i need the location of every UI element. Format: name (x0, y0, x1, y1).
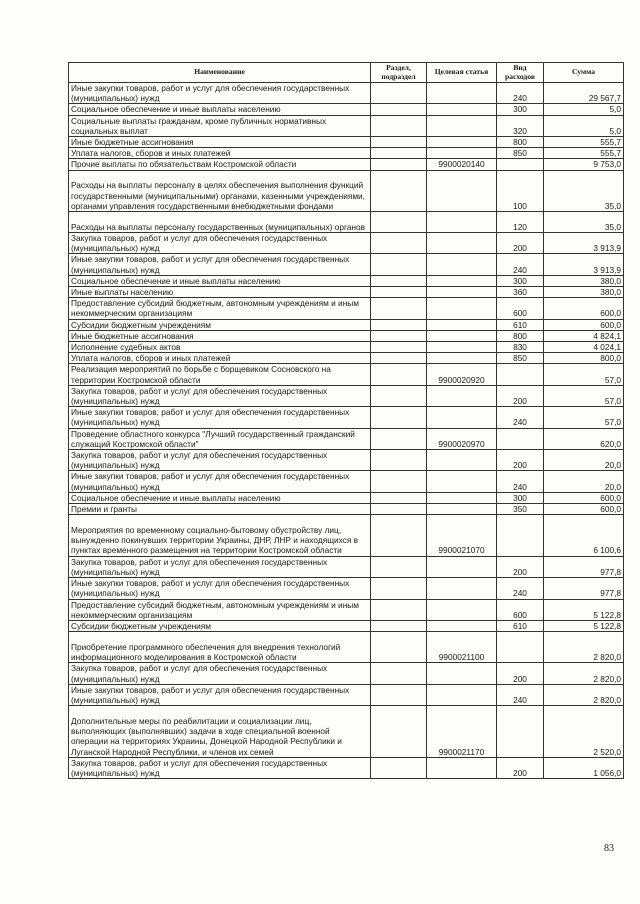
row-target-cell: 9900020140 (427, 159, 497, 170)
row-sum-cell: 5,0 (544, 104, 624, 115)
row-sum-cell: 555,7 (544, 148, 624, 159)
row-type-cell: 240 (497, 254, 544, 275)
table-row (69, 137, 624, 148)
row-target-cell (427, 115, 497, 136)
table-row (69, 663, 624, 684)
row-section-cell (371, 706, 427, 758)
row-sum-cell: 600,0 (544, 504, 624, 515)
row-section-cell (371, 83, 427, 104)
row-type-cell: 300 (497, 492, 544, 503)
row-sum-cell: 20,0 (544, 471, 624, 492)
row-target-cell (427, 620, 497, 631)
row-section-cell (371, 342, 427, 353)
row-target-cell (427, 385, 497, 406)
table-row (69, 342, 624, 353)
row-sum-cell: 2 820,0 (544, 632, 624, 663)
table-row (69, 159, 624, 170)
row-target-cell (427, 599, 497, 620)
row-type-cell: 100 (497, 170, 544, 211)
row-section-cell (371, 385, 427, 406)
table-row (69, 471, 624, 492)
row-section-cell (371, 556, 427, 577)
row-name-cell: Иные закупки товаров, работ и услуг для обеспечения государственных (муниципальных) нужд (69, 471, 371, 492)
table-row (69, 556, 624, 577)
row-name-cell: Закупка товаров, работ и услуг для обеспечения государственных (муниципальных) нужд (69, 556, 371, 577)
table-row (69, 275, 624, 286)
row-target-cell (427, 212, 497, 233)
row-section-cell (371, 632, 427, 663)
row-name-cell: Дополнительные меры по реабилитации и социализации лиц, выполняющих (выполнявших) задачи в ходе специальной военной операции на территориях Украины, Донецкой Народной Республики и Луганской Народной Республики, и членов их семей (69, 706, 371, 758)
row-section-cell (371, 504, 427, 515)
row-type-cell: 800 (497, 330, 544, 341)
row-name-cell: Социальные выплаты гражданам, кроме публичных нормативных социальных выплат (69, 115, 371, 136)
row-sum-cell: 1 056,0 (544, 757, 624, 778)
row-target-cell: 9900021170 (427, 706, 497, 758)
row-type-cell (497, 428, 544, 449)
row-type-cell: 240 (497, 578, 544, 599)
table-row (69, 385, 624, 406)
row-type-cell: 360 (497, 287, 544, 298)
row-name-cell: Закупка товаров, работ и услуг для обеспечения государственных (муниципальных) нужд (69, 663, 371, 684)
row-sum-cell: 3 913,9 (544, 233, 624, 254)
row-target-cell (427, 471, 497, 492)
table-row (69, 170, 624, 211)
row-section-cell (371, 450, 427, 471)
row-type-cell: 850 (497, 353, 544, 364)
budget-table (68, 62, 624, 779)
row-sum-cell: 380,0 (544, 287, 624, 298)
row-name-cell: Социальное обеспечение и иные выплаты населению (69, 104, 371, 115)
table-row (69, 632, 624, 663)
row-sum-cell: 2 520,0 (544, 706, 624, 758)
row-name-cell: Социальное обеспечение и иные выплаты населению (69, 492, 371, 503)
table-row (69, 684, 624, 705)
table-row (69, 83, 624, 104)
table-row (69, 599, 624, 620)
row-name-cell: Расходы на выплаты персоналу в целях обеспечения выполнения функций государственными (муниципальными) органами, казенными учреждениями, органами управления государственными внебюджетными фондами (69, 170, 371, 211)
table-row (69, 450, 624, 471)
row-section-cell (371, 663, 427, 684)
table-row (69, 578, 624, 599)
row-target-cell (427, 684, 497, 705)
row-name-cell: Мероприятия по временному социально-бытовому обустройству лиц, вынужденно покинувших территории Украины, ДНР, ЛНР и находящихся в пунктах временного размещения на территории Костромской области (69, 515, 371, 556)
row-target-cell (427, 275, 497, 286)
row-sum-cell: 5 122,8 (544, 620, 624, 631)
row-type-cell (497, 159, 544, 170)
row-sum-cell: 57,0 (544, 407, 624, 428)
row-type-cell: 200 (497, 757, 544, 778)
table-row (69, 212, 624, 233)
row-sum-cell: 35,0 (544, 170, 624, 211)
row-sum-cell: 57,0 (544, 364, 624, 385)
row-section-cell (371, 104, 427, 115)
row-name-cell: Социальное обеспечение и иные выплаты населению (69, 275, 371, 286)
row-target-cell (427, 342, 497, 353)
row-name-cell: Иные выплаты населению (69, 287, 371, 298)
row-type-cell: 350 (497, 504, 544, 515)
row-type-cell: 830 (497, 342, 544, 353)
row-sum-cell: 3 913,9 (544, 254, 624, 275)
table-row (69, 757, 624, 778)
row-sum-cell: 35,0 (544, 212, 624, 233)
row-name-cell: Премии и гранты (69, 504, 371, 515)
row-section-cell (371, 287, 427, 298)
row-sum-cell: 9 753,0 (544, 159, 624, 170)
row-type-cell (497, 364, 544, 385)
row-name-cell: Иные бюджетные ассигнования (69, 330, 371, 341)
row-section-cell (371, 159, 427, 170)
row-sum-cell: 555,7 (544, 137, 624, 148)
row-target-cell (427, 148, 497, 159)
row-sum-cell: 620,0 (544, 428, 624, 449)
row-target-cell (427, 663, 497, 684)
row-section-cell (371, 515, 427, 556)
row-name-cell: Иные закупки товаров, работ и услуг для обеспечения государственных (муниципальных) нужд (69, 407, 371, 428)
row-section-cell (371, 148, 427, 159)
row-type-cell: 200 (497, 556, 544, 577)
row-section-cell (371, 471, 427, 492)
row-section-cell (371, 319, 427, 330)
row-type-cell: 240 (497, 83, 544, 104)
row-type-cell (497, 706, 544, 758)
header-type: Вид расходов (497, 63, 544, 83)
row-section-cell (371, 212, 427, 233)
row-section-cell (371, 492, 427, 503)
row-sum-cell: 977,8 (544, 578, 624, 599)
table-row (69, 492, 624, 503)
row-type-cell (497, 632, 544, 663)
row-name-cell: Иные закупки товаров, работ и услуг для обеспечения государственных (муниципальных) нужд (69, 254, 371, 275)
row-type-cell: 300 (497, 275, 544, 286)
row-sum-cell: 600,0 (544, 492, 624, 503)
row-sum-cell: 4 824,1 (544, 330, 624, 341)
row-section-cell (371, 137, 427, 148)
row-type-cell: 240 (497, 684, 544, 705)
row-sum-cell: 6 100,6 (544, 515, 624, 556)
row-target-cell: 9900021070 (427, 515, 497, 556)
row-target-cell (427, 287, 497, 298)
row-sum-cell: 600,0 (544, 319, 624, 330)
row-section-cell (371, 364, 427, 385)
table-row (69, 148, 624, 159)
row-target-cell (427, 353, 497, 364)
row-sum-cell: 2 820,0 (544, 684, 624, 705)
row-type-cell: 610 (497, 319, 544, 330)
row-target-cell (427, 330, 497, 341)
row-name-cell: Иные бюджетные ассигнования (69, 137, 371, 148)
row-type-cell: 200 (497, 663, 544, 684)
row-type-cell: 240 (497, 471, 544, 492)
page-number: 83 (604, 843, 614, 854)
row-section-cell (371, 620, 427, 631)
row-type-cell: 850 (497, 148, 544, 159)
table-row (69, 428, 624, 449)
header-sum: Сумма (544, 63, 624, 83)
table-row (69, 254, 624, 275)
row-name-cell: Расходы на выплаты персоналу государственных (муниципальных) органов (69, 212, 371, 233)
table-row (69, 407, 624, 428)
row-target-cell (427, 104, 497, 115)
row-target-cell (427, 407, 497, 428)
row-name-cell: Приобретение программного обеспечения для внедрения технологий информационного моделирования в Костромской области (69, 632, 371, 663)
row-sum-cell: 20,0 (544, 450, 624, 471)
row-type-cell: 240 (497, 407, 544, 428)
row-name-cell: Проведение областного конкурса "Лучший государственный гражданский служащий Костромской области" (69, 428, 371, 449)
row-target-cell (427, 556, 497, 577)
row-name-cell: Закупка товаров, работ и услуг для обеспечения государственных (муниципальных) нужд (69, 757, 371, 778)
row-name-cell: Иные закупки товаров, работ и услуг для обеспечения государственных (муниципальных) нужд (69, 684, 371, 705)
header-name: Наименование (69, 63, 371, 83)
table-row (69, 330, 624, 341)
row-name-cell: Реализация мероприятий по борьбе с борщевиком Сосновского на территории Костромской области (69, 364, 371, 385)
row-sum-cell: 800,0 (544, 353, 624, 364)
row-name-cell: Прочие выплаты по обязательствам Костромской области (69, 159, 371, 170)
row-type-cell: 200 (497, 233, 544, 254)
row-target-cell: 9900020920 (427, 364, 497, 385)
header-section: Раздел, подраздел (371, 63, 427, 83)
row-type-cell: 610 (497, 620, 544, 631)
row-sum-cell: 380,0 (544, 275, 624, 286)
table-row (69, 233, 624, 254)
row-type-cell: 320 (497, 115, 544, 136)
row-target-cell (427, 757, 497, 778)
row-type-cell: 600 (497, 599, 544, 620)
table-row (69, 353, 624, 364)
row-sum-cell: 600,0 (544, 298, 624, 319)
table-row (69, 364, 624, 385)
row-name-cell: Иные закупки товаров, работ и услуг для обеспечения государственных (муниципальных) нужд (69, 83, 371, 104)
table-row (69, 504, 624, 515)
row-section-cell (371, 578, 427, 599)
row-name-cell: Закупка товаров, работ и услуг для обеспечения государственных (муниципальных) нужд (69, 450, 371, 471)
row-name-cell: Субсидии бюджетным учреждениям (69, 620, 371, 631)
row-sum-cell: 5 122,8 (544, 599, 624, 620)
row-target-cell (427, 83, 497, 104)
row-type-cell: 200 (497, 385, 544, 406)
table-row (69, 115, 624, 136)
row-type-cell: 800 (497, 137, 544, 148)
row-target-cell (427, 298, 497, 319)
row-target-cell (427, 504, 497, 515)
table-row (69, 620, 624, 631)
table-header-row (69, 63, 624, 83)
row-target-cell (427, 254, 497, 275)
row-target-cell: 9900021100 (427, 632, 497, 663)
row-section-cell (371, 757, 427, 778)
row-type-cell: 200 (497, 450, 544, 471)
table-row (69, 287, 624, 298)
row-name-cell: Исполнение судебных актов (69, 342, 371, 353)
row-target-cell: 9900020970 (427, 428, 497, 449)
row-target-cell (427, 492, 497, 503)
row-type-cell: 120 (497, 212, 544, 233)
row-target-cell (427, 319, 497, 330)
row-name-cell: Закупка товаров, работ и услуг для обеспечения государственных (муниципальных) нужд (69, 233, 371, 254)
row-section-cell (371, 599, 427, 620)
row-sum-cell: 57,0 (544, 385, 624, 406)
row-type-cell: 300 (497, 104, 544, 115)
row-name-cell: Уплата налогов, сборов и иных платежей (69, 353, 371, 364)
row-section-cell (371, 330, 427, 341)
table-row (69, 104, 624, 115)
row-section-cell (371, 684, 427, 705)
row-type-cell (497, 515, 544, 556)
table-row (69, 298, 624, 319)
row-sum-cell: 4 024,1 (544, 342, 624, 353)
row-target-cell (427, 578, 497, 599)
row-section-cell (371, 254, 427, 275)
row-section-cell (371, 298, 427, 319)
row-target-cell (427, 450, 497, 471)
row-section-cell (371, 275, 427, 286)
row-sum-cell: 977,8 (544, 556, 624, 577)
row-target-cell (427, 233, 497, 254)
row-name-cell: Предоставление субсидий бюджетным, автономным учреждениям и иным некоммерческим организациям (69, 599, 371, 620)
table-row (69, 706, 624, 758)
row-section-cell (371, 233, 427, 254)
row-name-cell: Иные закупки товаров, работ и услуг для обеспечения государственных (муниципальных) нужд (69, 578, 371, 599)
row-sum-cell: 5,0 (544, 115, 624, 136)
row-section-cell (371, 428, 427, 449)
row-section-cell (371, 170, 427, 211)
row-type-cell: 600 (497, 298, 544, 319)
row-section-cell (371, 115, 427, 136)
row-name-cell: Предоставление субсидий бюджетным, автономным учреждениям и иным некоммерческим организациям (69, 298, 371, 319)
row-section-cell (371, 353, 427, 364)
row-sum-cell: 29 567,7 (544, 83, 624, 104)
table-row (69, 319, 624, 330)
header-target: Целевая статья (427, 63, 497, 83)
row-name-cell: Закупка товаров, работ и услуг для обеспечения государственных (муниципальных) нужд (69, 385, 371, 406)
row-section-cell (371, 407, 427, 428)
row-target-cell (427, 170, 497, 211)
row-name-cell: Уплата налогов, сборов и иных платежей (69, 148, 371, 159)
row-target-cell (427, 137, 497, 148)
table-row (69, 515, 624, 556)
row-sum-cell: 2 820,0 (544, 663, 624, 684)
row-name-cell: Субсидии бюджетным учреждениям (69, 319, 371, 330)
